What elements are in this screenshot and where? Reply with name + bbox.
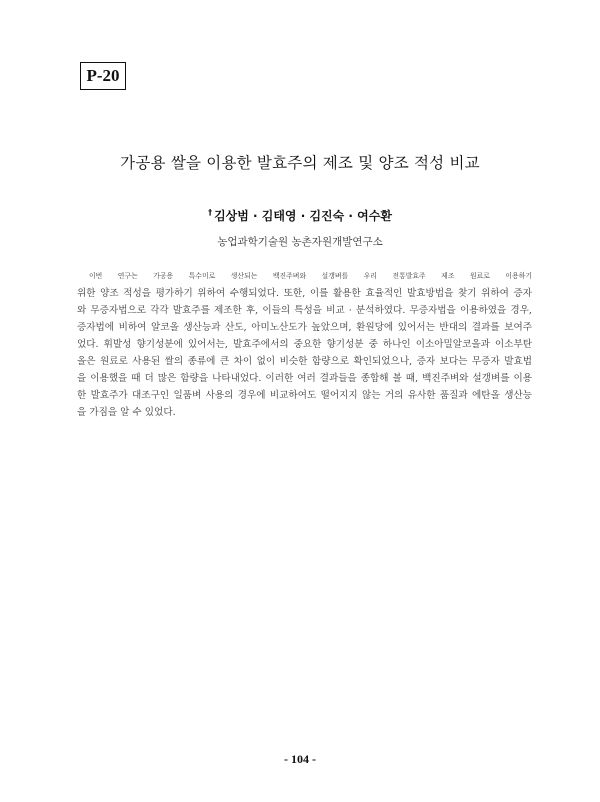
affiliation: 농업과학기술원 농촌자원개발연구소	[217, 236, 383, 248]
corresponding-author-mark: †	[208, 208, 213, 217]
abstract-body	[77, 268, 532, 421]
abstract-line: 을 이용했을 때 더 많은 함량을 나타내었다. 이러한 여러 결과들을 종합해 볼 때, 백진주벼와 설갱벼를 이용	[77, 373, 532, 385]
paper-number: P-20	[86, 66, 120, 85]
abstract-line: 이번 연구는 가공용 특수미로 생산되는 백진주벼와 설갱벼를 우리 전통발효주 제조 원료로 이용하기	[89, 272, 532, 280]
abstract-line: 와 무증자법으로 각각 발효주를 제조한 후, 이들의 특성을 비교 · 분석하였다. 무증자법을 이용하였을 경우,	[77, 305, 532, 317]
abstract-line: 위한 양조 적성을 평가하기 위하여 수행되었다. 또한, 이를 활용한 효율적인 발효방법을 찾기 위하여 증자	[77, 288, 532, 300]
page-number: - 104 -	[284, 752, 316, 766]
abstract-line: 증자법에 비하여 알코올 생산능과 산도, 아미노산도가 높았으며, 환원당에 있어서는 반대의 결과를 보여주	[77, 322, 532, 334]
abstract-line: 한 발효주가 대조구인 일품벼 사용의 경우에 비교하여도 떨어지지 않는 거의 유사한 품질과 에탄올 생산능	[77, 390, 532, 402]
paper-title: 가공용 쌀을 이용한 발효주의 제조 및 양조 적성 비교	[120, 154, 480, 172]
paper-number-box	[80, 62, 126, 90]
author-names: 김상범 · 김태영 · 김진숙 · 여수환	[214, 209, 392, 223]
abstract-line: 올은 원료로 사용된 쌀의 종류에 큰 차이 없이 비슷한 함량으로 확인되었으나, 증자 보다는 무증자 발효법	[77, 356, 532, 368]
abstract-line: 었다. 휘발성 향기성분에 있어서는, 발효주에서의 중요한 향기성분 중 하나인 이소아밀알코올과 이소부탄	[77, 339, 532, 351]
abstract-line: 을 가짐을 알 수 있었다.	[77, 407, 176, 419]
author-list	[0, 207, 600, 224]
